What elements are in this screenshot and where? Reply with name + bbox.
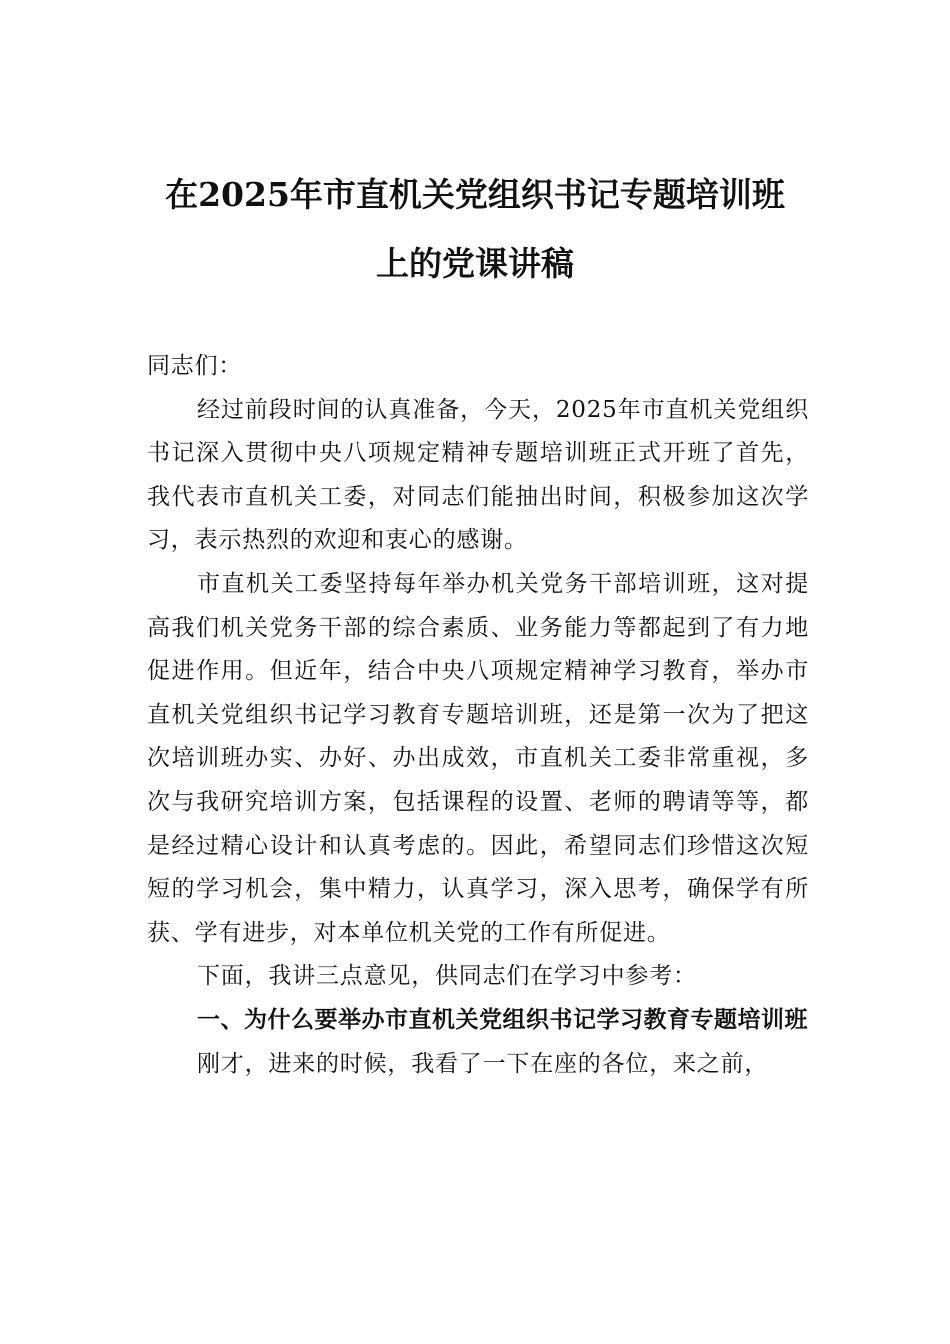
document-title-line-2: 上的党课讲稿 (376, 244, 574, 283)
paragraph-background: 市直机关工委坚持每年举办机关党务干部培训班，这对提高我们机关党务干部的综合素质、业务能力等都起到了有力地促进作用。但近年，结合中央八项规定精神学习教育，举办市直机关党组织书记学习教育专题培训班，还是第一次为了把这次培训班办实、办好、办出成效，市直机关工委非常重视，多次与我研究培训方案，包括课程的设置、老师的聘请等等，都是经过精心设计和认真考虑的。因此，希望同志们珍惜这次短短的学习机会，集中精力，认真学习，深入思考，确保学有所获、学有进步，对本单位机关党的工作有所促进。 (147, 570, 809, 946)
paragraph-outline: 下面，我讲三点意见，供同志们在学习中参考： (197, 963, 697, 990)
paragraph-opening: 经过前段时间的认真准备，今天，2025年市直机关党组织书记深入贯彻中央八项规定精神专题培训班正式开班了首先，我代表市直机关工委，对同志们能抽出时间，积极参加这次学习，表示热烈的欢迎和衷心的感谢。 (147, 396, 809, 554)
paragraph-section-1-start: 刚才，进来的时候，我看了一下在座的各位，来之前， (197, 1050, 769, 1077)
document-body (147, 345, 809, 1086)
salutation: 同志们： (147, 353, 243, 379)
document-title-line-1: 在2025年市直机关党组织书记专题培训班 (165, 175, 785, 214)
section-heading-1: 一、为什么要举办市直机关党组织书记学习教育专题培训班 (197, 1006, 808, 1033)
